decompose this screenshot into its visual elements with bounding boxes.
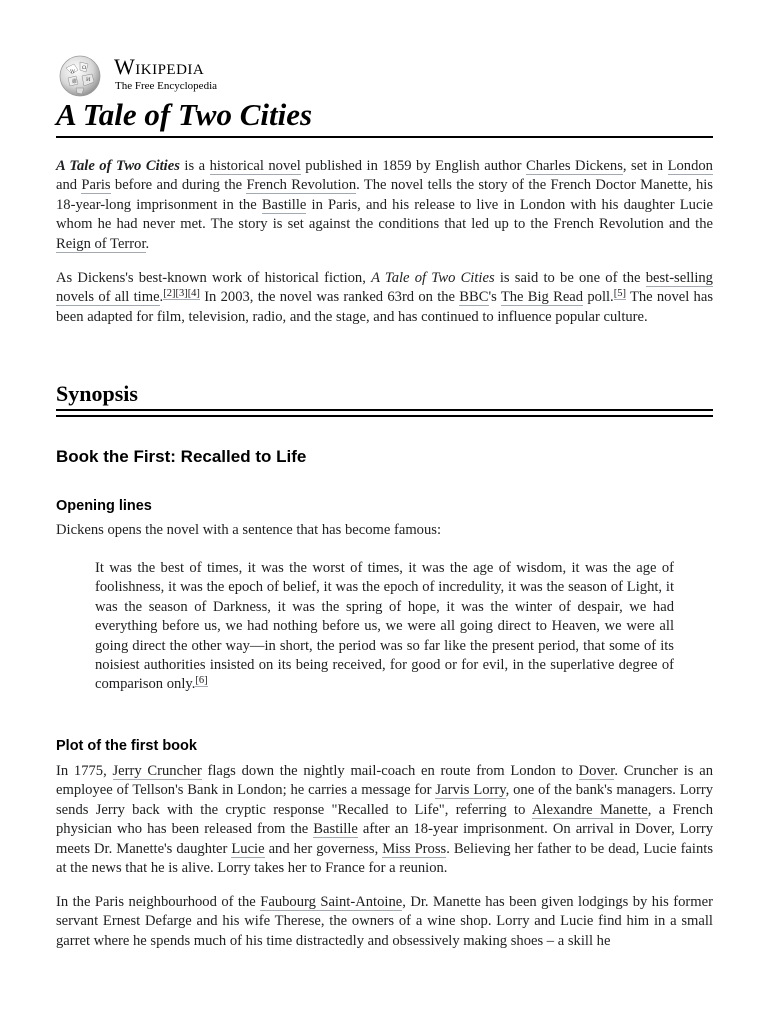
intro-paragraph: A Tale of Two Cities is a historical novel published in 1859 by English author Charles Dickens, set in London and Paris before and during the French Revolution. The novel tells the story of the French Doctor Manette, his 18-year-long imprisonment in the Bastille in Paris, and his release to live in London with his daughter Lucie whom he had never met. The story is set against the conditions that led up to the French Revolution and the Reign of Terror.	[56, 158, 713, 252]
opening-intro: Dickens opens the novel with a sentence that has become famous:	[56, 522, 441, 538]
title-divider	[56, 136, 713, 138]
heading-plot-first-book: Plot of the first book	[56, 738, 197, 754]
link-the-big-read[interactable]: The Big Read	[500, 289, 584, 306]
link-paris[interactable]: Paris	[81, 177, 111, 194]
section-divider	[56, 409, 713, 417]
plot-paragraph: In 1775, Jerry Cruncher flags down the nightly mail-coach en route from London to Dover. Cruncher is an employee of Tellson's Bank in London; he carries a message for Jarvis Lorry, one of the bank's managers. Lorry sends Jerry back with the cryptic response "Recalled to Life", referring to Alexandre Manette, a French physician who has been released from the Bastille after an 18-year imprisonment. On arrival in Dover, Lorry meets Dr. Manette's daughter Lucie and her governess, Miss Pross. Believing her father to be dead, Lucie faints at the news that he is alive. Lorry takes her to France for a reunion.	[56, 763, 714, 877]
wordmark: Wikipedia	[114, 54, 205, 79]
opening-quote: It was the best of times, it was the worst of times, it was the age of wisdom, it was the age of foolishness, it was the epoch of belief, it was the epoch of incredulity, it was the season of Light, it was the season of Darkness, it was the spring of hope, it was the winter of despair, we had everything before us, we had nothing before us, we were all going direct to Heaven, we were all going direct the other way—in short, the period was so far like the present period, that some of its noisiest authorities insisted on its being received, for good or for evil, in the superlative degree of comparison only.[6]	[95, 560, 674, 693]
link-best-selling-novels[interactable]: best-selling novels of all time	[56, 270, 713, 306]
link-london[interactable]: London	[667, 158, 713, 174]
link-miss-pross[interactable]: Miss Pross	[382, 840, 447, 857]
link-jarvis-lorry[interactable]: Jarvis Lorry	[435, 782, 506, 799]
link-bbc[interactable]: BBC	[459, 289, 489, 306]
link-alexandre-manette[interactable]: Alexandre Manette	[531, 801, 648, 818]
svg-text:維: 維	[72, 79, 78, 85]
link-bastille[interactable]: Bastille	[313, 821, 358, 838]
link-historical-novel[interactable]: historical novel	[209, 158, 301, 174]
reference-link[interactable]: [5]	[613, 288, 626, 300]
link-jerry-cruncher[interactable]: Jerry Cruncher	[112, 763, 202, 779]
link-dover[interactable]: Dover	[578, 763, 615, 779]
heading-opening-lines: Opening lines	[56, 498, 152, 514]
tagline: The Free Encyclopedia	[115, 80, 218, 92]
link-bastille[interactable]: Bastille	[261, 196, 307, 213]
svg-text:Ω: Ω	[82, 65, 87, 71]
link-reign-of-terror[interactable]: Reign of Terror	[56, 235, 146, 252]
svg-text:W: W	[70, 69, 76, 75]
reference-link[interactable]: [2][3][4]	[163, 288, 200, 300]
svg-text:И: И	[86, 77, 91, 83]
plot-paragraph-2: In the Paris neighbourhood of the Faubourg Saint-Antoine, Dr. Manette has been given lodgings by his former servant Ernest Defarge and his wife Therese, the owners of a wine shop. Lorry and Lucie find him in a small garret where he spends much of his time distractedly and obsessively making shoes – a skill he	[56, 894, 713, 949]
link-charles-dickens[interactable]: Charles Dickens	[525, 158, 623, 174]
link-lucie[interactable]: Lucie	[231, 840, 265, 857]
bold-title: A Tale of Two Cities	[56, 158, 180, 174]
wikipedia-globe-icon	[56, 54, 104, 98]
reference-link[interactable]: [6]	[195, 675, 208, 687]
section-heading-synopsis: Synopsis	[56, 381, 138, 406]
link-french-revolution[interactable]: French Revolution	[246, 177, 357, 194]
page-title: A Tale of Two Cities	[56, 97, 313, 132]
site-logo[interactable]	[56, 54, 316, 98]
intro-paragraph-2: As Dickens's best-known work of historical fiction, A Tale of Two Cities is said to be one of the best-selling novels of all time.[2][3][4] In 2003, the novel was ranked 63rd on the BBC's The Big Read poll.[5] The novel has been adapted for film, television, radio, and the stage, and has continued to influence popular culture.	[56, 270, 714, 325]
subsection-heading-book-first: Book the First: Recalled to Life	[56, 447, 307, 466]
link-faubourg-saint-antoine[interactable]: Faubourg Saint-Antoine	[260, 894, 403, 910]
